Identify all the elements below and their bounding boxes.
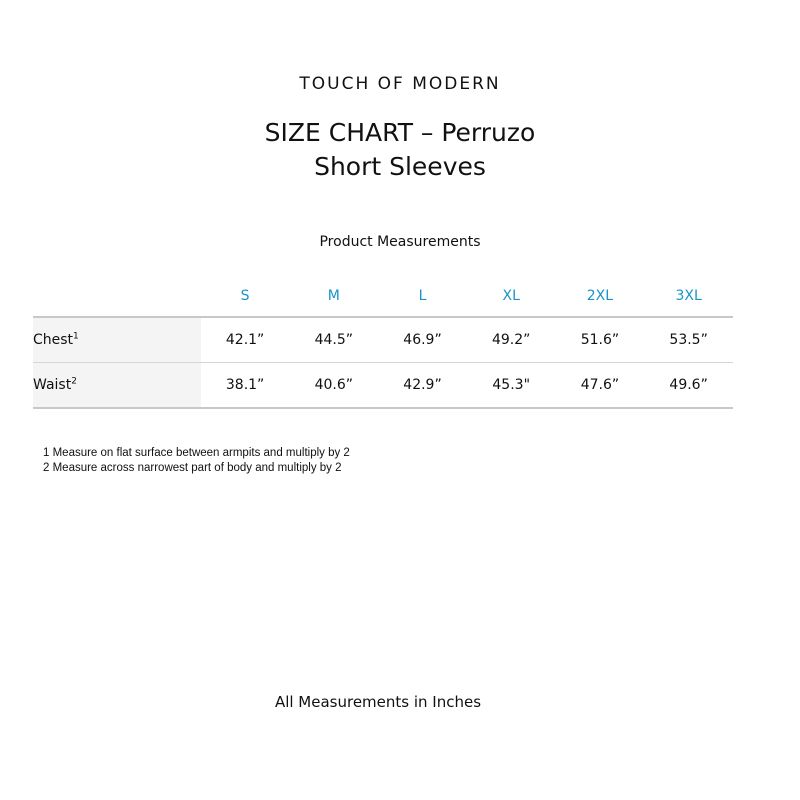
measurement-cell: 51.6” xyxy=(556,317,645,363)
size-header: S xyxy=(201,276,290,317)
row-label-text: Chest xyxy=(33,332,74,348)
table-header-row xyxy=(33,276,733,317)
size-chart-table xyxy=(33,276,733,409)
size-header: 3XL xyxy=(644,276,733,317)
footnotes xyxy=(43,446,350,476)
measurement-cell: 49.2” xyxy=(467,317,556,363)
measurement-cell: 49.6” xyxy=(644,363,733,409)
measurement-cell: 42.9” xyxy=(378,363,467,409)
row-label-waist xyxy=(33,363,201,409)
page-title xyxy=(0,116,800,184)
footnote-marker: 2 xyxy=(71,376,77,387)
units-note: All Measurements in Inches xyxy=(274,693,482,711)
footnote-2: 2 Measure across narrowest part of body and multiply by 2 xyxy=(43,462,342,474)
header-empty-cell xyxy=(33,276,201,317)
footnote-1: 1 Measure on flat surface between armpits and multiply by 2 xyxy=(43,447,350,459)
brand-logo: TOUCH OF MODERN xyxy=(299,74,501,94)
measurement-cell: 38.1” xyxy=(201,363,290,409)
measurement-cell: 47.6” xyxy=(556,363,645,409)
measurement-cell: 42.1” xyxy=(201,317,290,363)
size-header: XL xyxy=(467,276,556,317)
measurement-cell: 46.9” xyxy=(378,317,467,363)
measurement-cell: 45.3" xyxy=(467,363,556,409)
measurement-cell: 53.5” xyxy=(644,317,733,363)
row-label-text: Waist xyxy=(33,377,72,393)
size-header: 2XL xyxy=(556,276,645,317)
size-header: L xyxy=(378,276,467,317)
section-label: Product Measurements xyxy=(319,234,481,250)
row-label-chest xyxy=(33,317,201,363)
title-line-2: Short Sleeves xyxy=(314,152,486,181)
table-row xyxy=(33,363,733,409)
title-line-1: SIZE CHART – Perruzo xyxy=(264,118,536,147)
measurement-cell: 44.5” xyxy=(289,317,378,363)
footnote-marker: 1 xyxy=(73,331,79,342)
size-header: M xyxy=(289,276,378,317)
measurement-cell: 40.6” xyxy=(289,363,378,409)
table-row xyxy=(33,317,733,363)
